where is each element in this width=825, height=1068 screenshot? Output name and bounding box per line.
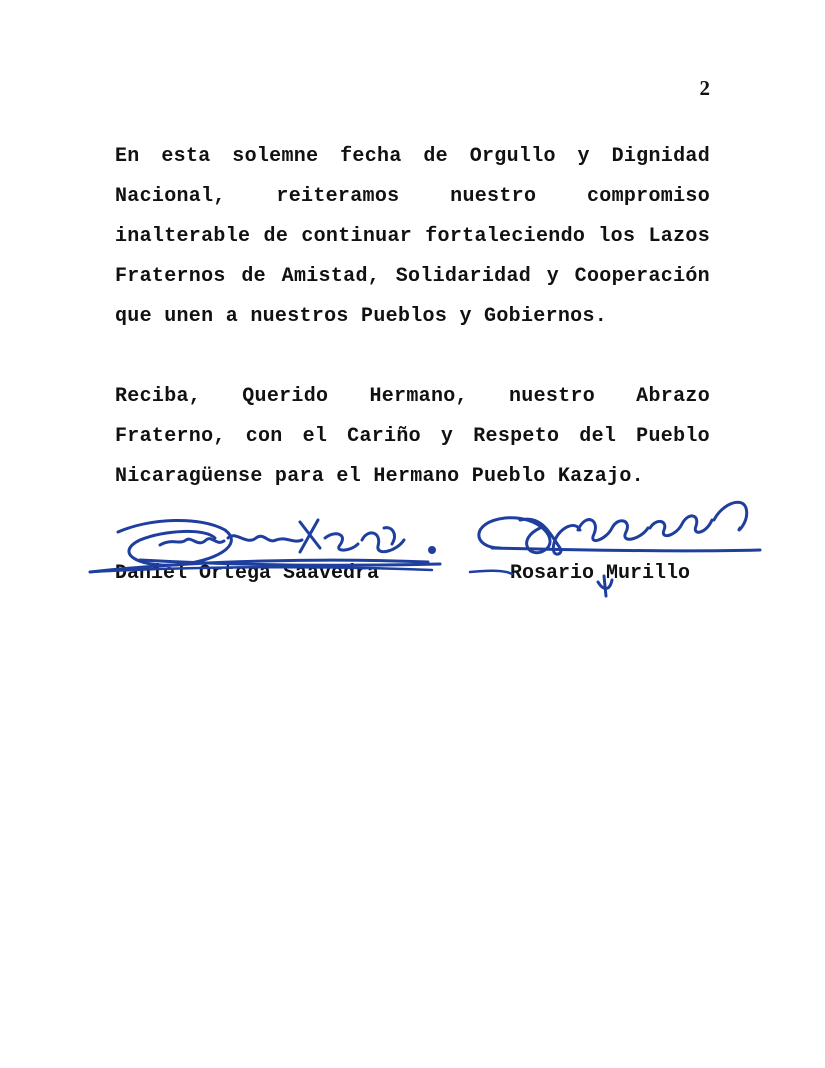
page-number: 2	[699, 76, 710, 100]
paragraph-greeting: Reciba, Querido Hermano, nuestro Abrazo Fraterno, con el Cariño y Respeto del Pueblo Nicaragüense para el Hermano Pueblo Kazajo.	[115, 385, 710, 488]
signature-block	[115, 558, 735, 590]
paragraph-commitment: En esta solemne fecha de Orgullo y Dignidad Nacional, reiteramos nuestro compromiso inalterable de continuar fortaleciendo los Lazos Fraternos de Amistad, Solidaridad y Cooperación que unen a nuestros Pueblos y Gobiernos.	[115, 145, 710, 328]
signatory-name-rosario-murillo: Rosario Murillo	[510, 562, 691, 585]
signatory-name-daniel-ortega: Daniel Ortega Saavedra	[115, 562, 380, 585]
